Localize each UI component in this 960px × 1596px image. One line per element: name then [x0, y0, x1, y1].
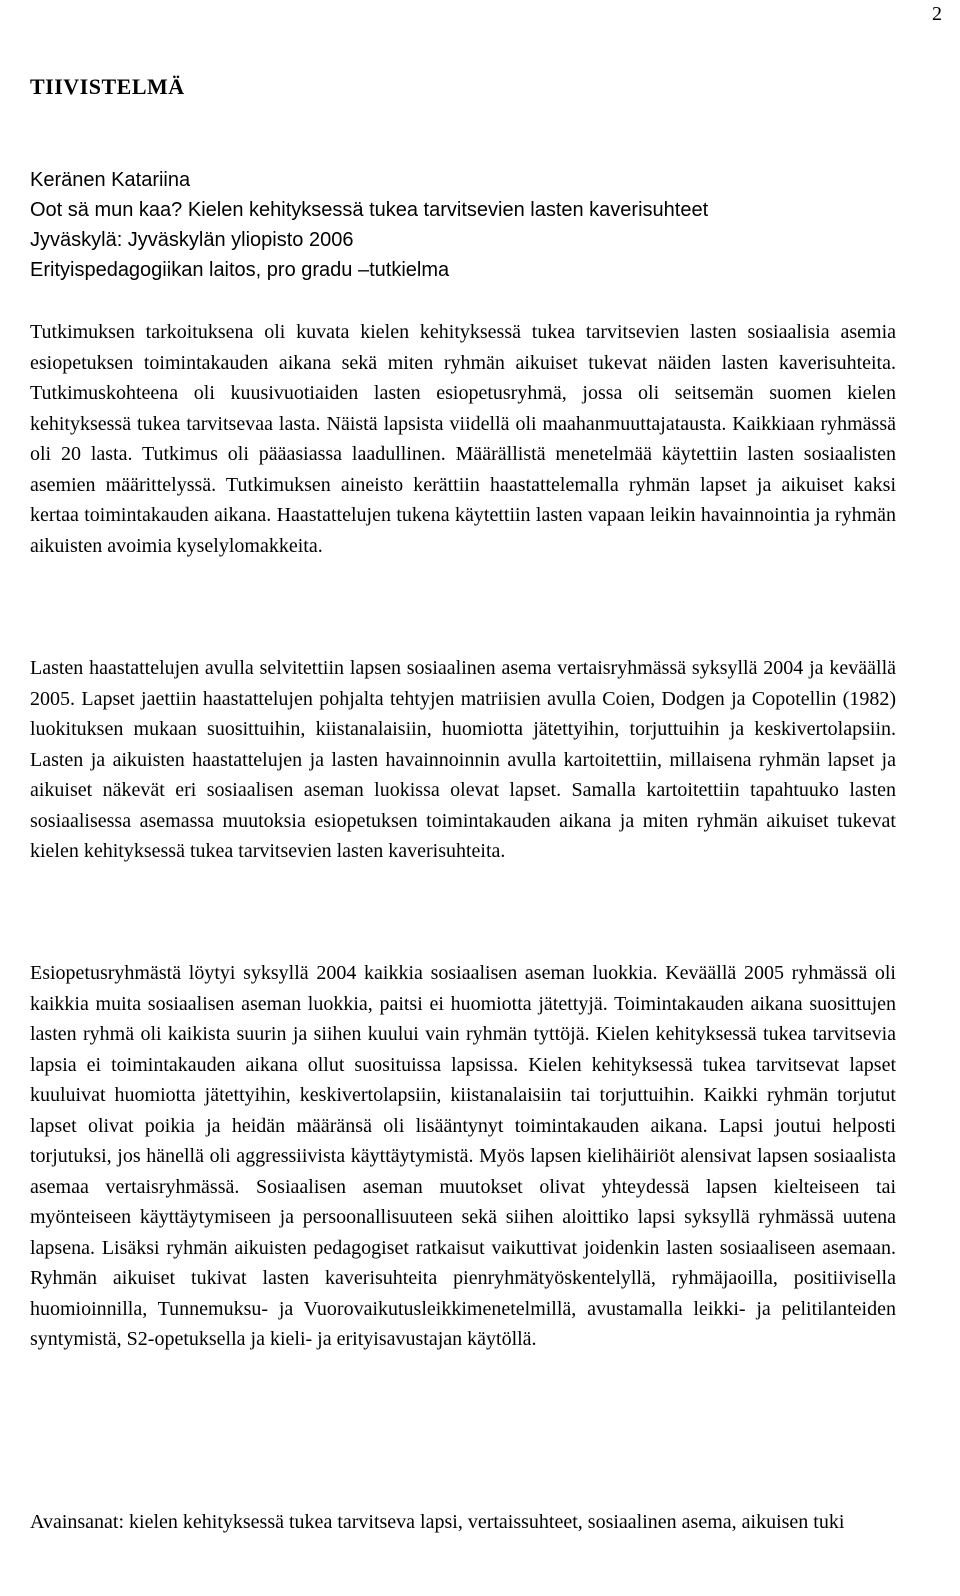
keywords: Avainsanat: kielen kehityksessä tukea tarvitseva lapsi, vertaissuhteet, sosiaalinen asema, aikuisen tuki [30, 1511, 845, 1533]
page-title: TIIVISTELMÄ [30, 74, 185, 99]
abstract-paragraph-3: Esiopetusryhmästä löytyi syksyllä 2004 kaikkia sosiaalisen aseman luokkia. Keväällä 2005 ryhmässä oli kaikkia muita sosiaalisen aseman luokkia, paitsi ei huomiotta jätettyjä. Toimintakauden aikana suosittujen lasten ryhmä oli kaikista suurin ja siihen kuului vain ryhmän tyttöjä. Kielen kehityksessä tukea tarvitsevia lapsia ei toimintakauden aikana ollut suosituissa lapsissa. Kielen kehityksessä tukea tarvitsevat lapset kuuluivat huomiotta jätettyihin, keskivertolapsiin, kiistanalaisiin tai torjuttuihin. Kaikki ryhmän torjutut lapset olivat poikia ja heidän määränsä oli lisääntynyt toimintakauden aikana. Lapsi joutui helposti torjutuksi, jos hänellä oli aggressiivista käyttäytymistä. Myös lapsen kielihäiriöt alensivat lapsen sosiaalista asemaa vertaisryhmässä. Sosiaalisen aseman muutokset olivat yhteydessä lapsen kielteiseen tai myönteiseen käyttäytymiseen ja persoonallisuuteen sekä siihen aloittiko lapsi syksyllä ryhmässä uutena lapsena. Lisäksi ryhmän aikuisten pedagogiset ratkaisut vaikuttivat joidenkin lasten sosiaaliseen asemaan. Ryhmän aikuiset tukivat lasten kaverisuhteita pienryhmätyöskentelyllä, ryhmäjaoilla, positiivisella huomioinnilla, Tunnemuksu- ja Vuorovaikutusleikkimenetelmillä, avustamalla leikki- ja pelitilanteiden syntymistä, S2-opetuksella ja kieli- ja erityisavustajan käytöllä. [30, 962, 896, 1350]
abstract-paragraph-2: Lasten haastattelujen avulla selvitettiin lapsen sosiaalinen asema vertaisryhmässä syksyllä 2004 ja keväällä 2005. Lapset jaettiin haastattelujen pohjalta tehtyjen matriisien avulla Coien, Dodgen ja Copotellin (1982) luokituksen mukaan suosittuihin, kiistanalaisiin, huomiotta jätettyihin, torjuttuihin ja keskivertolapsiin. Lasten ja aikuisten haastattelujen ja lasten havainnoinnin avulla kartoitettiin, millaisena ryhmän lapset ja aikuiset näkevät eri sosiaalisen aseman luokissa olevat lapset. Samalla kartoitettiin tapahtuuko lasten sosiaalisessa asemassa muutoksia esiopetuksen toimintakauden aikana ja miten ryhmän aikuiset tukevat kielen kehityksessä tukea tarvitsevien lasten kaverisuhteita. [30, 657, 896, 862]
page-number: 2 [932, 3, 942, 25]
author-name: Keränen Katariina [30, 169, 191, 191]
thesis-title: Oot sä mun kaa? Kielen kehityksessä tukea tarvitsevien lasten kaverisuhteet [30, 199, 709, 221]
publisher-line: Jyväskylä: Jyväskylän yliopisto 2006 [30, 229, 354, 251]
thesis-metadata [30, 165, 896, 285]
abstract-paragraph-1: Tutkimuksen tarkoituksena oli kuvata kielen kehityksessä tukea tarvitsevien lasten sosiaalisia asemia esiopetuksen toimintakauden aikana sekä miten ryhmän aikuiset tukevat näiden lasten kaverisuhteita. Tutkimuskohteena oli kuusivuotiaiden lasten esiopetusryhmä, jossa oli seitsemän suomen kielen kehityksessä tukea tarvitsevaa lasta. Näistä lapsista viidellä oli maahanmuuttajatausta. Kaikkiaan ryhmässä oli 20 lasta. Tutkimus oli pääasiassa laadullinen. Määrällistä menetelmää käytettiin lasten sosiaalisten asemien määrittelyssä. Tutkimuksen aineisto kerättiin haastattelemalla ryhmän lapset ja aikuiset kaksi kertaa toimintakauden aikana. Haastattelujen tukena käytettiin lasten vapaan leikin havainnointia ja ryhmän aikuisten avoimia kyselylomakkeita. [30, 321, 896, 557]
department-line: Erityispedagogiikan laitos, pro gradu –tutkielma [30, 259, 450, 281]
